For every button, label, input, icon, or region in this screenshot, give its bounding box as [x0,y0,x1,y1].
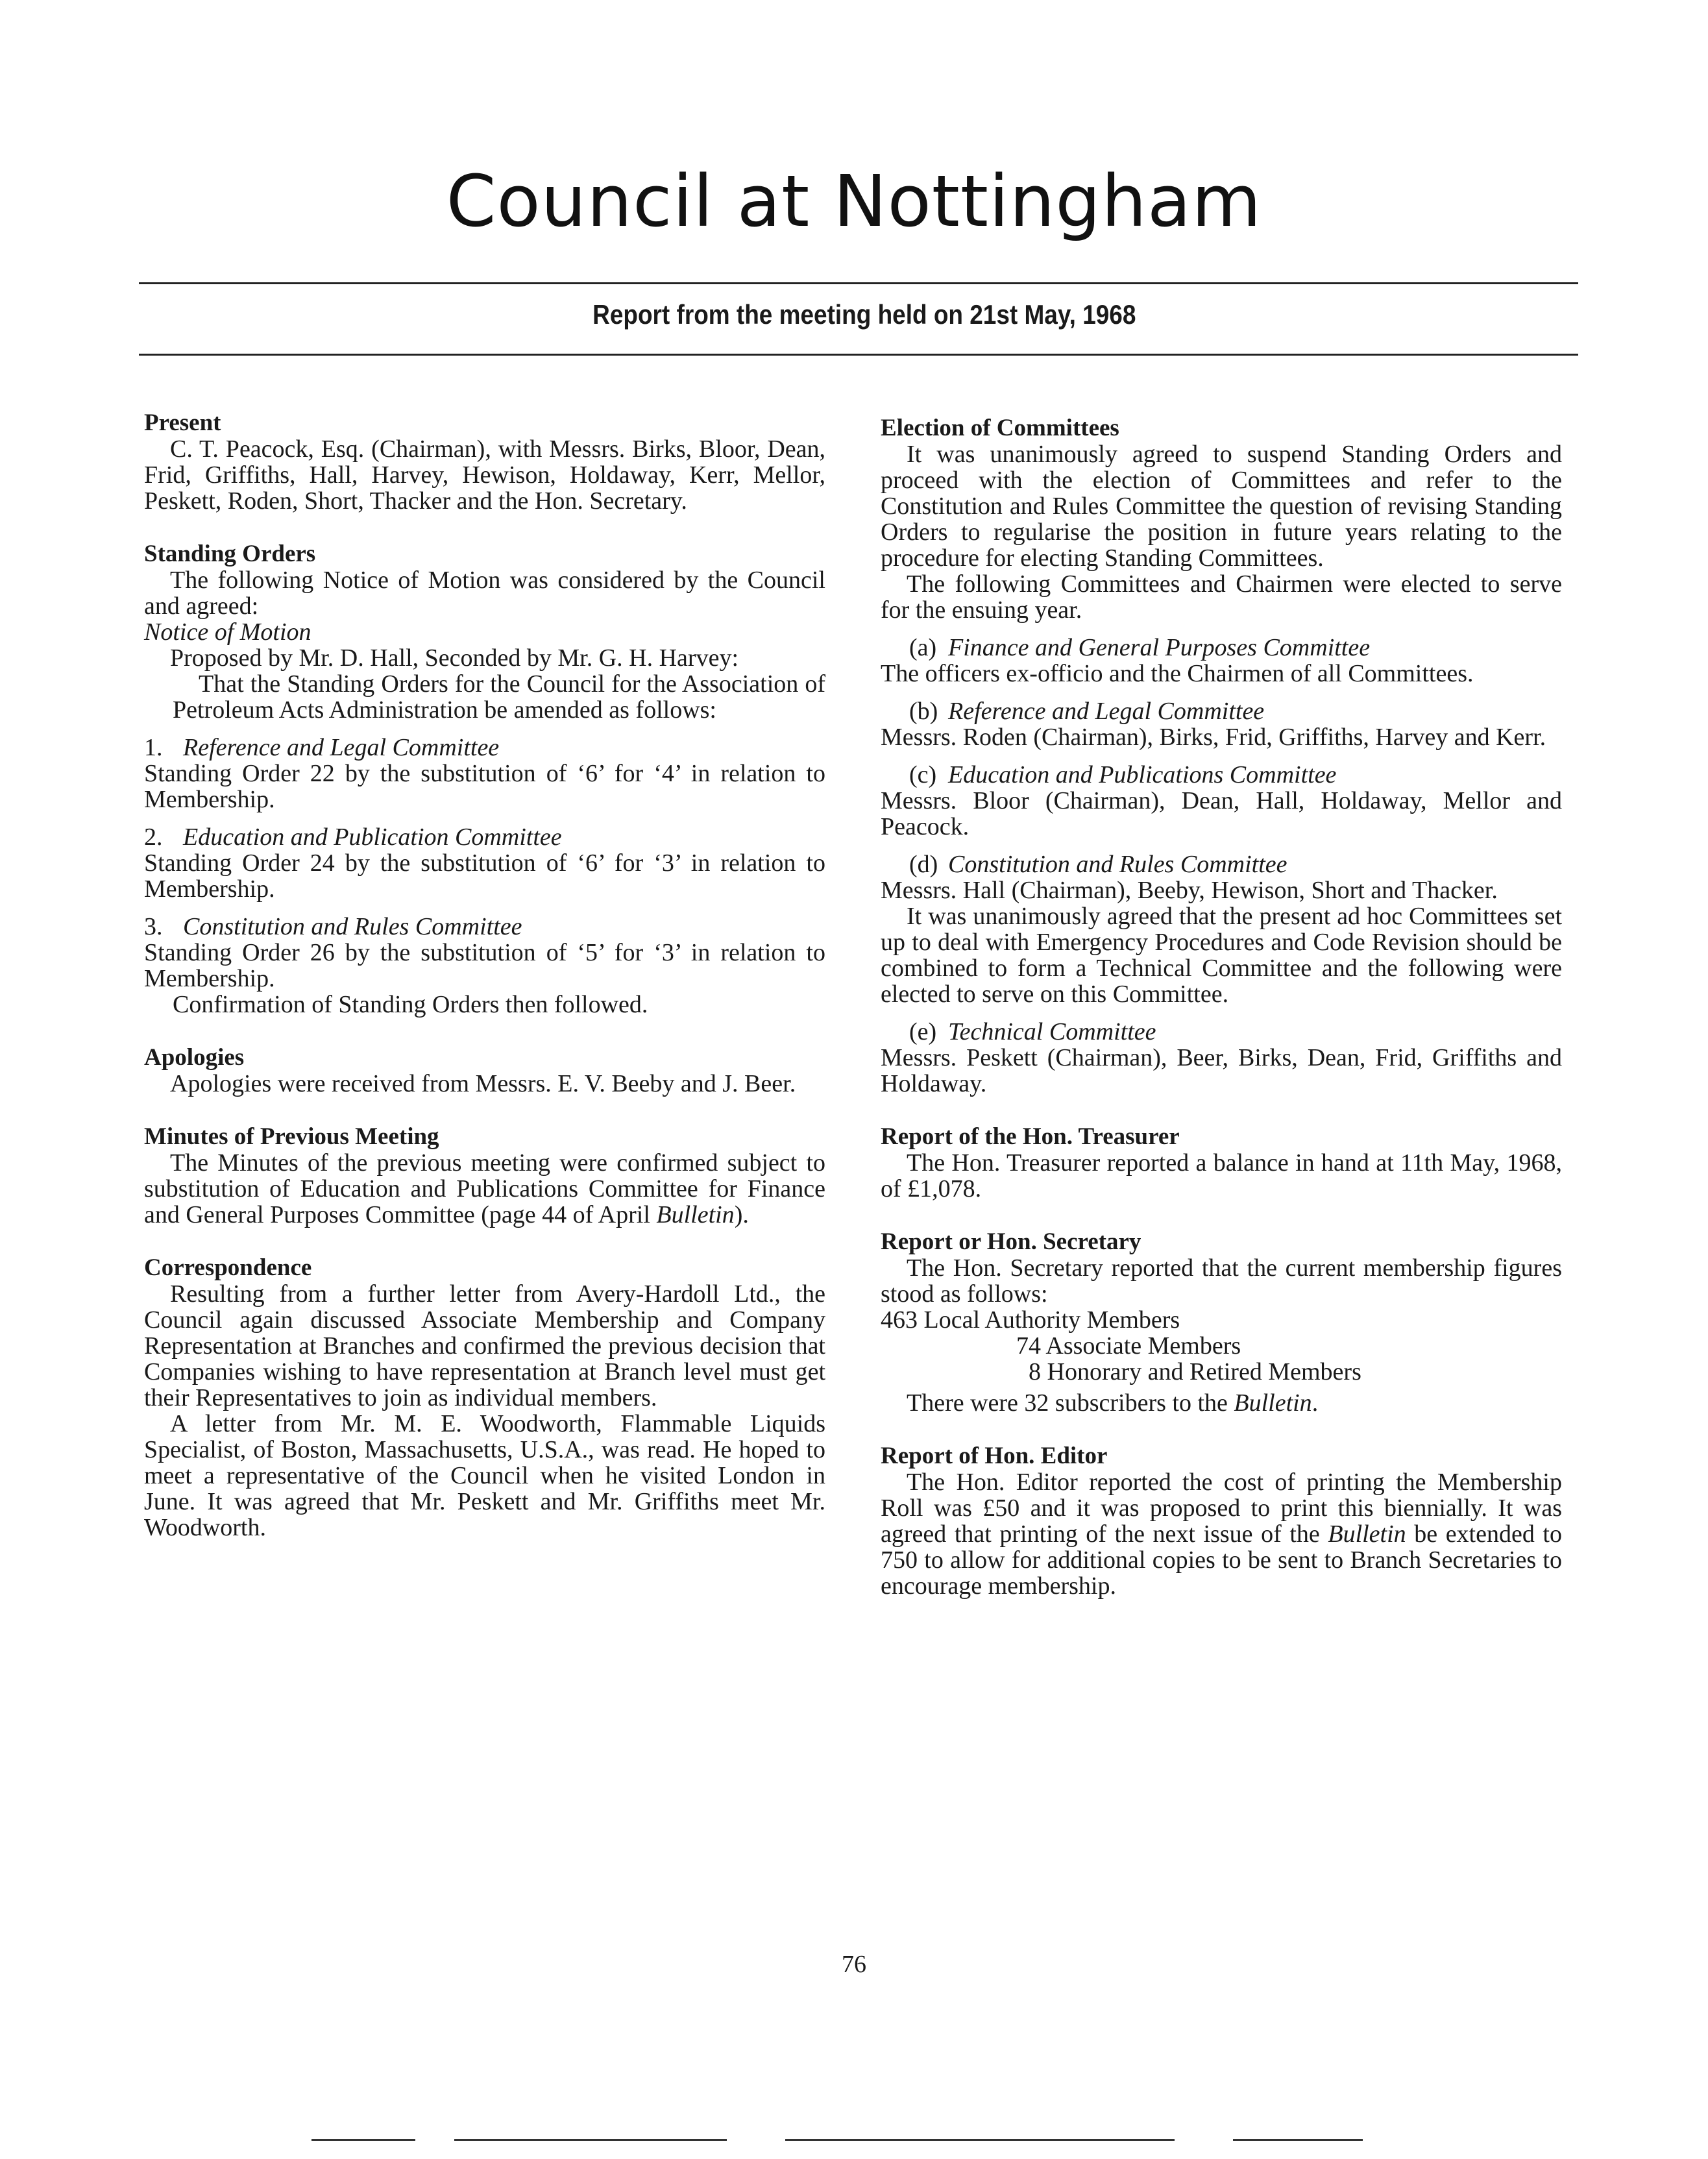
bulletin-title: Bulletin [1328,1520,1406,1548]
correspondence-para-1: Resulting from a further letter from Avery-Hardoll Ltd., the Council again discussed Associate Membership and Company Representation at Branches and confirmed the previous decision that Companies wishing to have representation at Branch level must get their Representatives to join as individual members. [144,1280,825,1411]
bulletin-title: Bulletin [656,1201,735,1228]
committee-label: (e) [909,1018,937,1045]
committee-members: Messrs. Peskett (Chairman), Beer, Birks, Dean, Frid, Griffiths and Holdaway. [881,1044,1562,1097]
membership-figure: 463 Local Authority Members [881,1306,1180,1334]
committee-name: Constitution and Rules Committee [948,851,1287,878]
section-heading: Minutes of Previous Meeting [144,1123,439,1150]
section-election [881,415,1562,1097]
page-number: 76 [842,1951,866,1978]
list-item [881,698,1562,750]
committee-members: The officers ex-officio and the Chairmen of all Committees. [881,660,1474,687]
list-item [144,735,825,812]
editor-text [881,1469,1562,1599]
section-minutes [144,1124,825,1228]
bulletin-title: Bulletin [1234,1389,1312,1417]
footer-rule [1233,2139,1363,2141]
subscribers-text-end: . [1312,1389,1319,1417]
committee-name: Technical Committee [948,1018,1156,1045]
list-item [881,1019,1562,1097]
title-rule-top [139,282,1578,284]
page-title: Council at Nottingham [446,160,1262,243]
item-body: Standing Order 24 by the substitution of ‘6’ for ‘3’ in relation to Membership. [144,849,825,903]
section-heading: Report of the Hon. Treasurer [881,1123,1180,1150]
election-para-1: It was unanimously agreed to suspend Standing Orders and proceed with the election of Committees and refer to the Constitution and Rules Committee the question of revising Standing Orders to regularise the position in future years relating to the procedure for electing Standing Committees. [881,441,1562,572]
committee-name: Reference and Legal Committee [948,698,1265,725]
minutes-text [144,1150,825,1228]
item-body: Standing Order 22 by the substitution of ‘6’ for ‘4’ in relation to Membership. [144,760,825,813]
editor-text-start: The Hon. Editor reported the cost of printing the Membership Roll was £50 and it was proposed to print this biennially. It was agreed that printing of the next issue of the [881,1469,1562,1548]
footer-rule [311,2139,415,2141]
committee-label: (b) [909,698,938,725]
section-present [144,410,825,514]
left-column [144,410,825,1568]
section-heading: Report of Hon. Editor [881,1443,1108,1469]
notice-label: Notice of Motion [144,618,311,646]
confirmation-text: Confirmation of Standing Orders then followed. [173,991,648,1018]
committee-label: (a) [909,634,937,661]
section-heading: Apologies [144,1044,245,1071]
subscribers-text-start: There were 32 subscribers to the [907,1389,1234,1417]
footer-rule [454,2139,727,2141]
section-heading: Election of Committees [881,415,1119,441]
section-editor [881,1443,1562,1599]
membership-figure: 74 Associate Members [1016,1332,1241,1360]
committee-name: Education and Publications Committee [948,761,1337,788]
right-column [881,415,1562,1599]
committee-members: Messrs. Hall (Chairman), Beeby, Hewison, Short and Thacker. [881,877,1498,904]
section-correspondence [144,1255,825,1541]
list-item [881,635,1562,687]
section-apologies [144,1045,825,1097]
item-title: Education and Publication Committee [183,823,562,851]
apologies-text: Apologies were received from Messrs. E. V. Beeby and J. Beer. [170,1070,796,1097]
committee-members: Messrs. Roden (Chairman), Birks, Frid, Griffiths, Harvey and Kerr. [881,724,1546,751]
committee-name: Finance and General Purposes Committee [948,634,1371,661]
footer-rule [785,2139,1175,2141]
subscribers-text [881,1390,1562,1416]
proposed-text: Proposed by Mr. D. Hall, Seconded by Mr. G. H. Harvey: [170,644,739,672]
item-number: 1. [144,734,163,761]
section-heading: Standing Orders [144,541,316,567]
section-treasurer [881,1124,1562,1202]
minutes-text-end: ). [734,1201,749,1228]
editor-text-end: be extended to 750 to allow for additional copies to be sent to Branch Secretaries to encourage membership. [881,1520,1562,1600]
item-title: Reference and Legal Committee [183,734,500,761]
section-heading: Report or Hon. Secretary [881,1228,1141,1255]
list-item [144,914,825,992]
election-para-2: The following Committees and Chairmen were elected to serve for the ensuing year. [881,570,1562,624]
page-subtitle: Report from the meeting held on 21st May, 1968 [592,299,1136,330]
motion-text: That the Standing Orders for the Council for the Association of Petroleum Acts Administration be amended as follows: [173,670,825,724]
election-para-3: It was unanimously agreed that the present ad hoc Committees set up to deal with Emergency Procedures and Code Revision should be combined to form a Technical Committee and the following were elected to serve on this Committee. [881,903,1562,1008]
list-item [881,762,1562,840]
item-title: Constitution and Rules Committee [183,913,522,940]
section-secretary [881,1229,1562,1416]
standing-orders-intro: The following Notice of Motion was considered by the Council and agreed: [144,567,825,620]
list-item [144,824,825,902]
present-text: C. T. Peacock, Esq. (Chairman), with Messrs. Birks, Bloor, Dean, Frid, Griffiths, Hall, Harvey, Hewison, Holdaway, Kerr, Mellor, Peskett, Roden, Short, Thacker and the Hon. Secretary. [144,435,825,515]
section-heading: Correspondence [144,1254,312,1281]
item-body: Standing Order 26 by the substitution of ‘5’ for ‘3’ in relation to Membership. [144,939,825,992]
item-number: 3. [144,913,163,940]
item-number: 2. [144,823,163,851]
list-item [881,851,1562,903]
section-standing-orders [144,541,825,1018]
treasurer-text: The Hon. Treasurer reported a balance in hand at 11th May, 1968, of £1,078. [881,1149,1562,1202]
minutes-text-start: The Minutes of the previous meeting were confirmed subject to substitution of Education and Publications Committee for Finance and General Purposes Committee (page 44 of April [144,1149,825,1228]
membership-figure: 8 Honorary and Retired Members [1029,1358,1361,1385]
committee-label: (c) [909,761,937,788]
title-rule-bottom [139,354,1578,356]
section-heading: Present [144,409,221,436]
committee-label: (d) [909,851,938,878]
committee-members: Messrs. Bloor (Chairman), Dean, Hall, Holdaway, Mellor and Peacock. [881,787,1562,840]
secretary-intro: The Hon. Secretary reported that the current membership figures stood as follows: [881,1254,1562,1308]
correspondence-para-2: A letter from Mr. M. E. Woodworth, Flammable Liquids Specialist, of Boston, Massachusetts, U.S.A., was read. He hoped to meet a representative of the Council when he visited London in June. It was agreed that Mr. Peskett and Mr. Griffiths meet Mr. Woodworth. [144,1410,825,1541]
